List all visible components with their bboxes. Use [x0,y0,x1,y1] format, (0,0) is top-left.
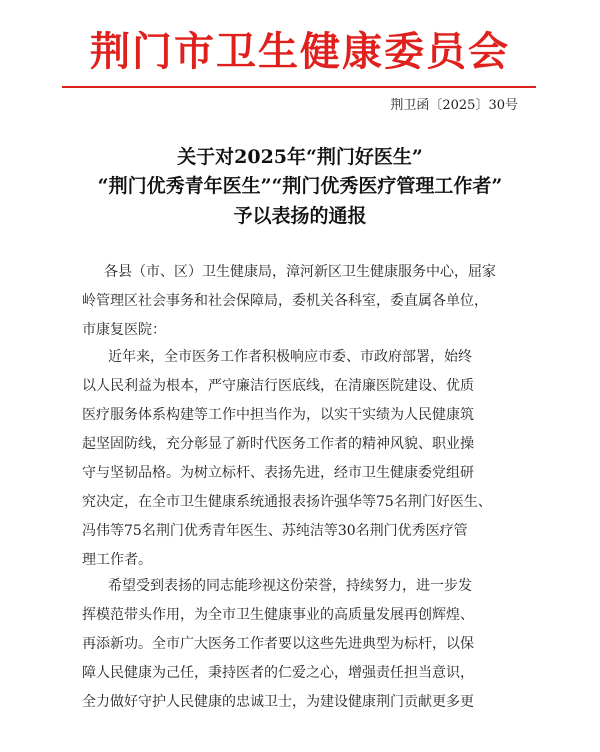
paragraph-line: 理工作者。 [82,552,152,568]
paragraph-line: 医疗服务体系构建等工作中担当作为，以实干实绩为人民健康筑 [82,407,474,423]
body-paragraph-2 [82,572,527,717]
paragraph-line: 冯伟等75名荆门优秀青年医生、苏纯洁等30名荆门优秀医疗管 [82,523,468,539]
document-title-line-1: 关于对2025年“荆门好医生” [177,146,423,168]
paragraph-line: 起坚固防线，充分彰显了新时代医务工作者的精神风貌、职业操 [82,436,474,452]
paragraph-line: 以人民利益为根本，严守廉洁行医底线，在清廉医院建设、优质 [82,378,474,394]
issuing-organization-title: 荆门市卫生健康委员会 [90,28,510,75]
document-number: 荆卫函〔2025〕30号 [390,98,518,113]
red-header-rule [62,86,536,88]
paragraph-line: 守与坚韧品格。为树立标杆、表扬先进，经市卫生健康委党组研 [82,465,474,481]
document-title-line-2: “荆门优秀青年医生”“荆门优秀医疗管理工作者” [97,175,503,197]
paragraph-line: 近年来，全市医务工作者积极响应市委、市政府部署，始终 [108,349,472,365]
paragraph-line: 全力做好守护人民健康的忠诚卫士，为建设健康荆门贡献更多更 [82,694,474,710]
addressee-line: 市康复医院： [82,322,166,338]
paragraph-line: 再添新功。全市广大医务工作者要以这些先进典型为标杆，以保 [82,636,474,652]
addressee-block [82,258,527,345]
document-title-line-3: 予以表扬的通报 [233,205,367,227]
addressee-line: 岭管理区社会事务和社会保障局，委机关各科室，委直属各单位， [82,293,488,309]
paragraph-line: 希望受到表扬的同志能珍视这份荣誉，持续努力，进一步发 [108,578,472,594]
paragraph-line: 障人民健康为己任，秉持医者的仁爱之心，增强责任担当意识， [82,665,474,681]
body-paragraph-1 [82,343,527,575]
addressee-line: 各县（市、区）卫生健康局，漳河新区卫生健康服务中心，屈家 [104,264,496,280]
paragraph-line: 究决定，在全市卫生健康系统通报表扬许强华等75名荆门好医生、 [82,494,492,510]
paragraph-line: 挥模范带头作用，为全市卫生健康事业的高质量发展再创辉煌、 [82,607,474,623]
